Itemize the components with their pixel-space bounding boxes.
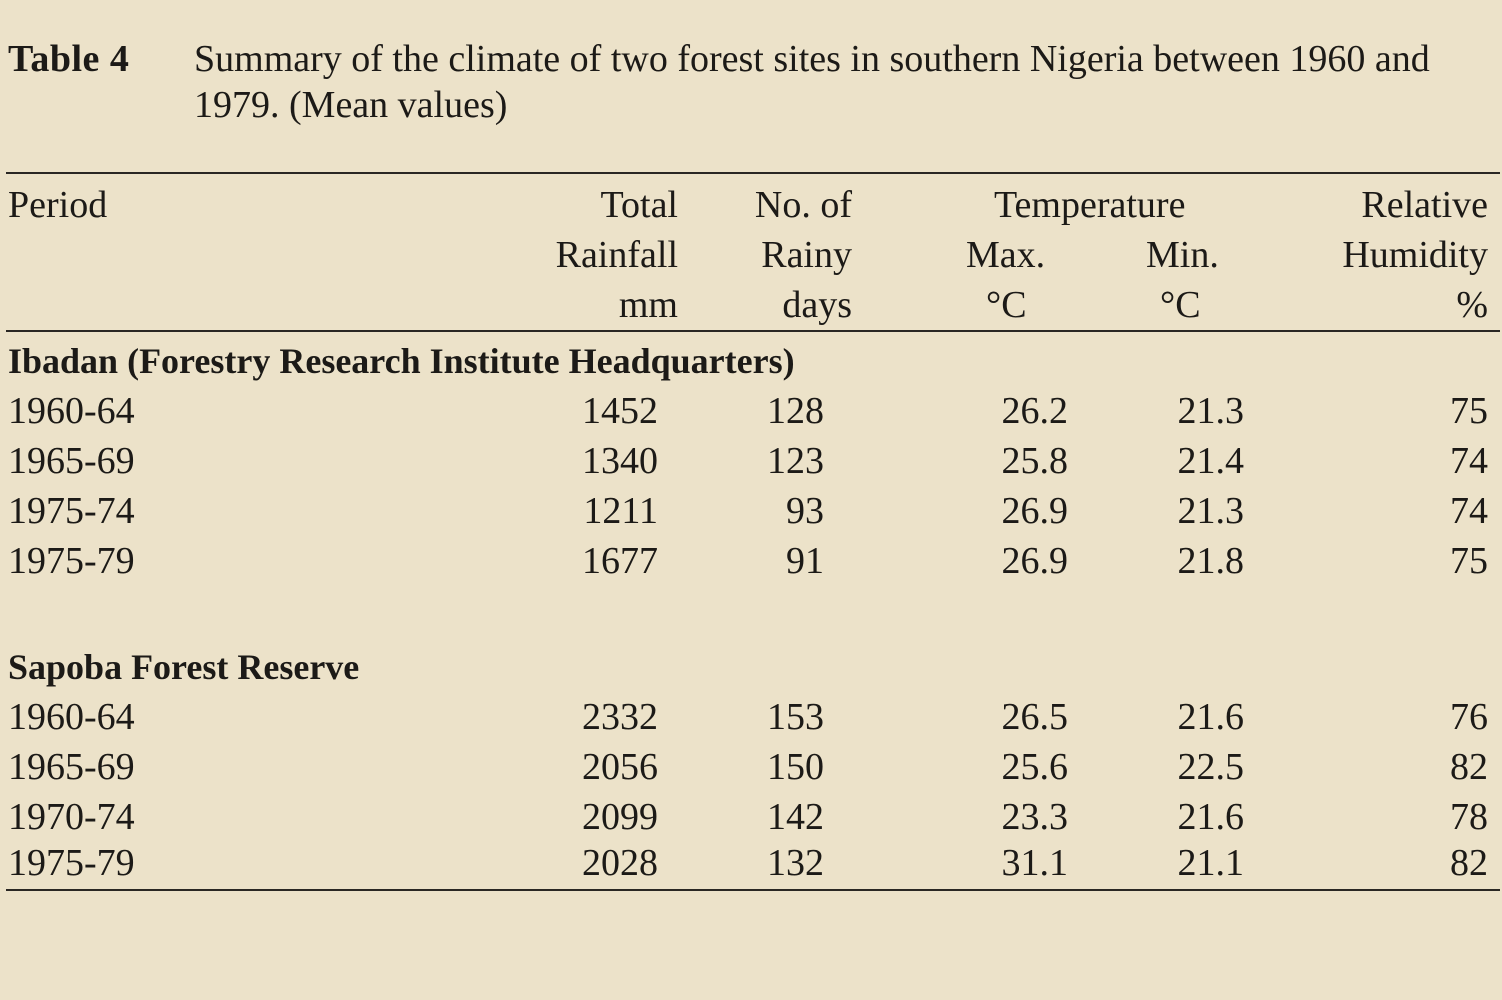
cell-rainy-days: 150	[767, 746, 824, 788]
header-period: Period	[8, 184, 108, 226]
table-row	[0, 742, 1502, 792]
cell-period: 1975-79	[8, 842, 135, 884]
table-label: Table 4	[8, 38, 130, 80]
cell-rainfall: 1211	[583, 490, 658, 532]
header-rainy-days: No. of Rainy days	[754, 184, 852, 326]
table-row	[0, 536, 1502, 586]
cell-humidity: 74	[1450, 440, 1488, 482]
cell-rainy-days: 128	[767, 390, 824, 432]
table-row	[0, 436, 1502, 486]
cell-max-temp: 23.3	[1001, 796, 1068, 838]
cell-min-temp: 21.1	[1177, 842, 1244, 884]
table-row	[0, 838, 1502, 888]
cell-rainfall: 2056	[582, 746, 658, 788]
cell-rainy-days: 142	[767, 796, 824, 838]
cell-rainfall: 1340	[582, 440, 658, 482]
cell-max-temp: 25.6	[1001, 746, 1068, 788]
header-rainfall: Total Rainfall mm	[555, 184, 678, 326]
cell-period: 1970-74	[8, 796, 135, 838]
cell-rainy-days: 132	[767, 842, 824, 884]
header-humidity: Relative Humidity %	[1342, 184, 1488, 326]
cell-max-temp: 26.5	[1001, 696, 1068, 738]
cell-min-temp: 21.8	[1177, 540, 1244, 582]
cell-min-temp: 21.4	[1177, 440, 1244, 482]
cell-max-temp: 25.8	[1001, 440, 1068, 482]
table-row	[0, 486, 1502, 536]
cell-humidity: 82	[1450, 842, 1488, 884]
cell-min-temp: 22.5	[1177, 746, 1244, 788]
cell-rainfall: 1452	[582, 390, 658, 432]
cell-humidity: 74	[1450, 490, 1488, 532]
header-temperature: Temperature	[994, 184, 1186, 226]
cell-humidity: 76	[1450, 696, 1488, 738]
cell-rainfall: 2332	[582, 696, 658, 738]
cell-rainy-days: 91	[786, 540, 824, 582]
header-rule	[6, 330, 1500, 332]
cell-rainfall: 1677	[582, 540, 658, 582]
table-title: Summary of the climate of two forest sites in southern Nigeria between 1960 and 1979. (Mean values)	[194, 38, 1430, 126]
header-max: Max. °C	[966, 234, 1046, 326]
table-row	[0, 692, 1502, 742]
cell-rainy-days: 153	[767, 696, 824, 738]
cell-rainy-days: 93	[786, 490, 824, 532]
cell-max-temp: 26.9	[1001, 540, 1068, 582]
cell-min-temp: 21.3	[1177, 390, 1244, 432]
section-title-ibadan: Ibadan (Forestry Research Institute Headquarters)	[8, 341, 795, 381]
table-row	[0, 386, 1502, 436]
table-row	[0, 792, 1502, 842]
cell-period: 1960-64	[8, 696, 135, 738]
cell-humidity: 75	[1450, 390, 1488, 432]
cell-humidity: 75	[1450, 540, 1488, 582]
cell-min-temp: 21.3	[1177, 490, 1244, 532]
cell-humidity: 78	[1450, 796, 1488, 838]
bottom-rule	[6, 889, 1500, 891]
cell-min-temp: 21.6	[1177, 796, 1244, 838]
cell-humidity: 82	[1450, 746, 1488, 788]
cell-max-temp: 26.2	[1001, 390, 1068, 432]
cell-period: 1975-79	[8, 540, 135, 582]
top-rule	[6, 172, 1500, 174]
cell-max-temp: 31.1	[1001, 842, 1068, 884]
cell-rainy-days: 123	[767, 440, 824, 482]
cell-max-temp: 26.9	[1001, 490, 1068, 532]
header-min: Min. °C	[1146, 234, 1219, 326]
cell-period: 1960-64	[8, 390, 135, 432]
cell-rainfall: 2099	[582, 796, 658, 838]
cell-rainfall: 2028	[582, 842, 658, 884]
section-title-sapoba: Sapoba Forest Reserve	[8, 647, 360, 687]
cell-period: 1965-69	[8, 746, 135, 788]
cell-period: 1965-69	[8, 440, 135, 482]
cell-period: 1975-74	[8, 490, 135, 532]
cell-min-temp: 21.6	[1177, 696, 1244, 738]
